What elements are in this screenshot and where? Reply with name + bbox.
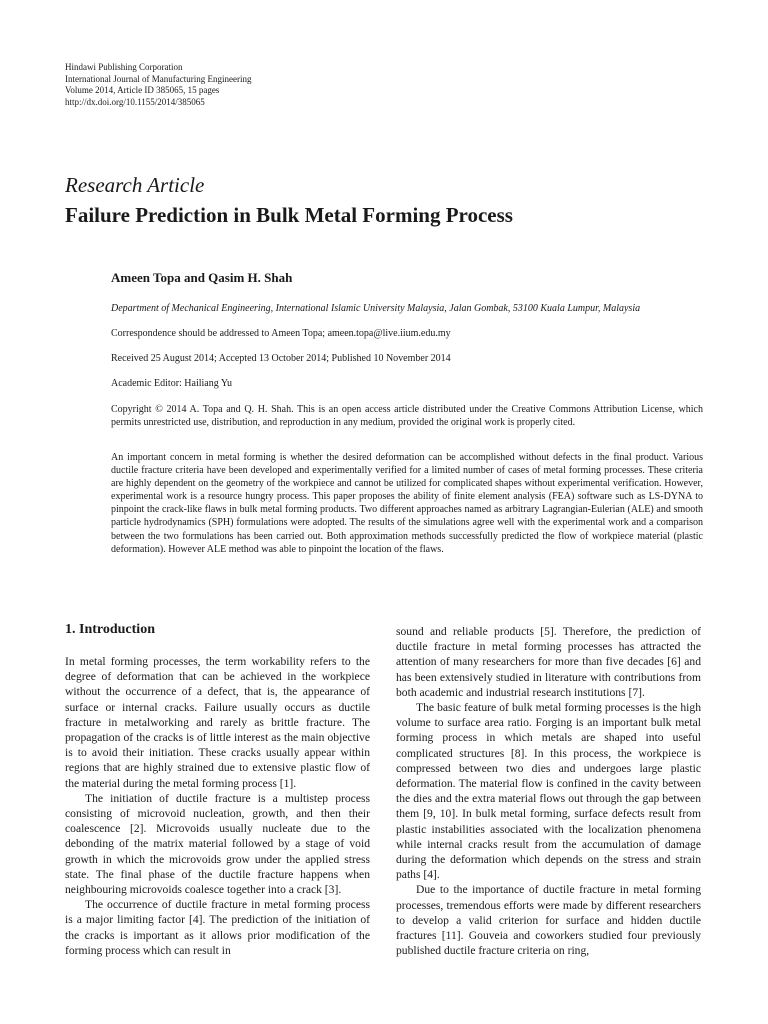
journal-name: International Journal of Manufacturing Engineering: [65, 73, 252, 84]
author-list: Ameen Topa and Qasim H. Shah: [111, 270, 293, 285]
paragraph: The initiation of ductile fracture is a multistep process consisting of microvoid nucleation, growth, and then their coalescence [2]. Microvoids usually nucleate due to the debonding of the matrix material followed by a stage of void growth in which the microvoids grow under the applied stress state. The final phase of the ductile fracture happens when neighbouring microvoids coalesce together into a crack [3].: [65, 791, 370, 897]
paragraph: The occurrence of ductile fracture in metal forming process is a major limiting factor [4]. The prediction of the initiation of the cracks is important as it allows prior modification of the forming process which can result in: [65, 898, 370, 957]
correspondence: Correspondence should be addressed to Ameen Topa; ameen.topa@live.iium.edu.my: [111, 328, 451, 339]
paragraph: sound and reliable products [5]. Therefore, the prediction of ductile fracture in metal forming processes has attracted the attention of many researchers for more than five decades [6] and has been extensively studied in literature with contributions from both academic and industrial research institutions [7].: [396, 625, 701, 699]
paragraph: In metal forming processes, the term workability refers to the degree of deformation that can be achieved in the workpiece without the occurrence of a defect, that is, the appearance of surface or internal cracks. Failure usually occurs as ductile fracture in metalworking and rarely as brittle fracture. The propagation of the cracks is of little interest as the main objective is to avoid their initiation. These cracks usually appear within regions that are highly strained due to extensive plastic flow of the material during the metal forming process [1].: [65, 655, 370, 790]
volume-info: Volume 2014, Article ID 385065, 15 pages: [65, 85, 220, 95]
left-column: [65, 654, 370, 958]
copyright-notice: Copyright © 2014 A. Topa and Q. H. Shah. This is an open access article distributed under the Creative Commons Attribution License, which permits unrestricted use, distribution, and reproduction in any medium, provided the original work is properly cited.: [111, 404, 703, 428]
right-column: [396, 624, 701, 958]
academic-editor: Academic Editor: Hailiang Yu: [111, 378, 232, 389]
paragraph: Due to the importance of ductile fracture in metal forming processes, tremendous efforts were made by different researchers to develop a valid criterion for surface and hidden ductile fractures [11]. Gouveia and coworkers studied four previously published ductile fracture criteria on ring,: [396, 883, 701, 958]
paragraph: The basic feature of bulk metal forming processes is the high volume to surface area ratio. Forging is an important bulk metal forming process in which metals are shaped into useful complicated structures [8]. In this process, the workpiece is compressed between two dies and undergoes large plastic deformation. The material flow is confined in the cavity between the dies and the extra material flows out through the gap between them [9, 10]. In bulk metal forming, surface defects result from plastic instabilities associated with the localization phenomena while internal cracks result from the accumulation of damage during the deformation which depends on the stress and strain paths [4].: [396, 701, 701, 882]
paper-title: Failure Prediction in Bulk Metal Forming Process: [65, 203, 513, 227]
abstract: An important concern in metal forming is whether the desired deformation can be accomplished without defects in the final product. Various ductile fracture criteria have been developed and experimentally verified for a limited number of cases of metal forming processes. These criteria are highly dependent on the geometry of the workpiece and cannot be utilized for complicated shapes without experimental verification. However, experimental work is a resource hungry process. This paper proposes the ability of finite element analysis (FEA) software such as LS-DYNA to pinpoint the crack-like flaws in bulk metal forming products. Two different approaches named as arbitrary Lagrangian-Eulerian (ALE) and smooth particle hydrodynamics (SPH) formulations were adopted. The results of the simulations agree well with the experimental work and a comparison between the two formulations has been carried out. Both approximation methods successfully predicted the flow of workpiece material (plastic deformation). However ALE method was able to pinpoint the location of the flaws.: [111, 452, 703, 555]
affiliation: Department of Mechanical Engineering, International Islamic University Malaysia, Jalan Gombak, 53100 Kuala Lumpur, Malaysia: [111, 303, 641, 314]
article-type: Research Article: [65, 173, 205, 197]
doi-link[interactable]: http://dx.doi.org/10.1155/2014/385065: [65, 96, 205, 107]
journal-header: [65, 62, 251, 108]
section-heading: 1. Introduction: [65, 622, 155, 637]
publication-dates: Received 25 August 2014; Accepted 13 October 2014; Published 10 November 2014: [111, 353, 451, 364]
publisher-name: Hindawi Publishing Corporation: [65, 62, 183, 72]
